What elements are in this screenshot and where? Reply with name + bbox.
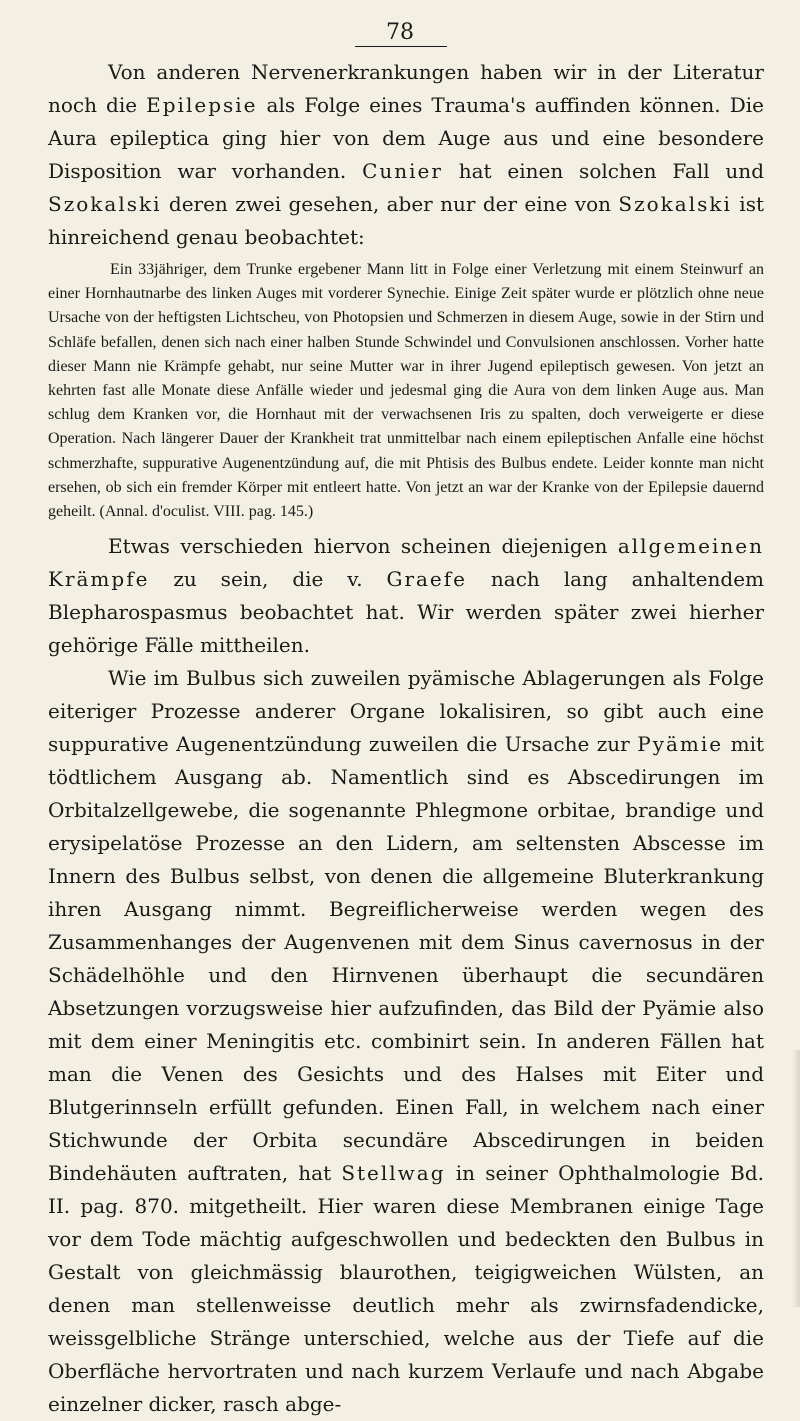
text-run: Von anderen Nervenerkrankungen haben wir in der Literatur noch die (48, 60, 764, 117)
author-cunier: Cunier (362, 159, 443, 183)
text-run: hat einen solchen Fall und (442, 159, 764, 183)
text-run: Etwas verschieden hiervon scheinen diejenigen (108, 534, 618, 559)
author-szokalski: Szokalski (48, 192, 162, 216)
text-run: Wie im Bulbus sich zuweilen pyämische Ablagerungen als Folge eiteriger Prozesse anderer Organe lokalisiren, so gibt auch eine suppurative Augenentzündung zuweilen die Ursache zur (48, 666, 764, 757)
page-number: 78 (386, 20, 414, 45)
text-run: deren zwei gesehen, aber nur der eine von (161, 192, 619, 216)
author-szokalski: Szokalski (618, 192, 732, 216)
page-number-rule (355, 46, 447, 47)
page-edge-shadow (792, 1050, 800, 1307)
text-run: nach lang anhaltendem Blepharospasmus beobachtet hat. Wir werden später zwei hierher gehörige Fälle mittheilen. (48, 567, 764, 658)
emphasis-pyaemie: Pyämie (637, 732, 724, 757)
text-run: in seiner Ophthalmologie Bd. II. pag. 870. mitgetheilt. Hier waren diese Membranen einige Tage vor dem Tode mächtig aufgeschwollen und bedeckten den Bulbus in Gestalt von gleichmässig blaurothen, teigigweichen Wülsten, an denen man stellenweisse deutlich mehr als zwirnsfadendicke, weissgelbliche Stränge unterschied, welche aus der Tiefe auf die Oberfläche hervortraten und nach kurzem Verlaufe und nach Abgabe einzelner dicker, rasch abge- (48, 1161, 764, 1417)
emphasis-allgemeine-kraempfe: allgemeinen Krämpfe (48, 534, 764, 592)
paragraph-pyaemie (48, 662, 764, 1421)
text-run: mit tödtlichem Ausgang ab. Namentlich sind es Abscedirungen im Orbitalzellgewebe, die sogenannte Phlegmone orbitae, brandige und erysipelatöse Prozesse an den Lidern, am seltensten Abscesse im Innern des Bulbus selbst, von denen die allgemeine Bluterkrankung ihren Ausgang nimmt. Begreiflicherweise werden wegen des Zusammenhanges der Augenvenen mit dem Sinus cavernosus in der Schädelhöhle und den Hirnvenen überhaupt die secundären Absetzungen vorzugsweise hier aufzufinden, das Bild der Pyämie also mit dem einer Meningitis etc. combinirt sein. In anderen Fällen hat man die Venen des Gesichts und des Halses mit Eiter und Blutgerinnseln erfüllt gefunden. Einen Fall, in welchem nach einer Stichwunde der Orbita secundäre Abscedirungen in beiden Bindehäuten auftraten, hat (48, 732, 764, 1186)
text-run: als Folge eines Trauma's auffinden können. Die Aura epileptica ging hier von dem Auge aus und eine besondere Disposition war vorhanden. (48, 93, 764, 183)
author-graefe: Graefe (386, 567, 468, 592)
paragraph-kraempfe (48, 530, 764, 662)
paragraph-epilepsie (48, 56, 764, 254)
body-text (48, 56, 764, 1421)
case-report-paragraph: Ein 33jähriger, dem Trunke ergebener Mann litt in Folge einer Verletzung mit einem Steinwurf an einer Hornhautnarbe des linken Auges mit vorderer Synechie. Einige Zeit später wurde er plötzlich ohne neue Ursache von der heftigsten Lichtscheu, von Photopsien und Schmerzen in diesem Auge, sowie in der Stirn und Schläfe befallen, denen sich nach einer halben Stunde Schwindel und Convulsionen anschlossen. Vorher hatte dieser Mann nie Krämpfe gehabt, nur seine Mutter war in ihrer Jugend epileptisch gewesen. Von jetzt an kehrten fast alle Monate diese Anfälle wieder und jedesmal ging die Aura von dem linken Auge aus. Man schlug dem Kranken vor, die Hornhaut mit der verwachsenen Iris zu spalten, doch verweigerte er diese Operation. Nach längerer Dauer der Krankheit trat unmittelbar nach einem epileptischen Anfalle eine höchst schmerzhafte, suppurative Augenentzündung auf, die mit Phtisis des Bulbus endete. Leider konnte man nicht ersehen, ob sich ein fremder Körper mit entleert hatte. Von jetzt an war der Kranke von der Epilepsie dauernd geheilt. (Annal. d'oculist. VIII. pag. 145.) (48, 261, 764, 521)
emphasis-epilepsie: Epilepsie (146, 93, 258, 117)
text-run: zu sein, die v. (149, 567, 387, 592)
text-run: ist hinreichend genau beobachtet: (48, 192, 765, 249)
author-stellwag: Stellwag (341, 1161, 446, 1186)
